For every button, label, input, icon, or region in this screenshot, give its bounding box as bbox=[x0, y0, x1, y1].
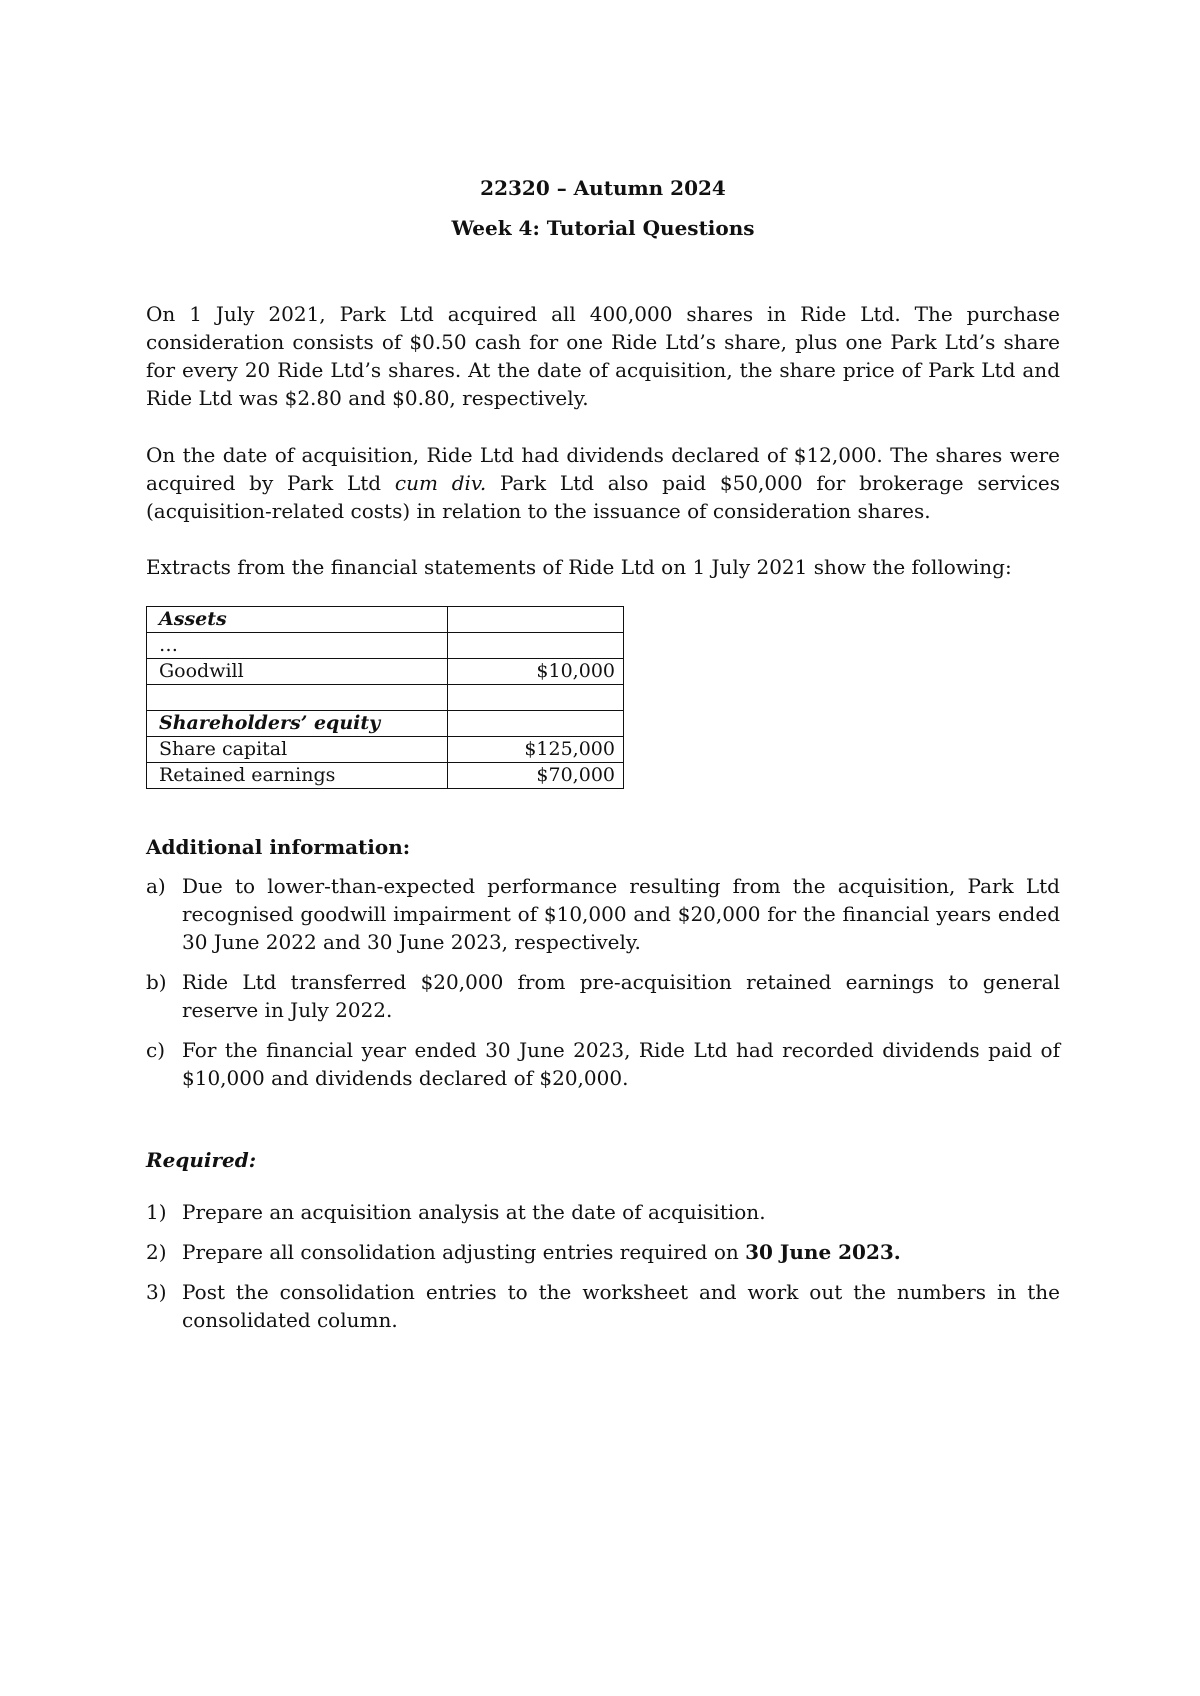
list-marker: 3) bbox=[146, 1280, 167, 1304]
intro-paragraph-extracts: Extracts from the financial statements of Ride Ltd on 1 July 2021 show the following: bbox=[146, 555, 1012, 579]
table-row bbox=[147, 659, 624, 685]
list-item-text: Ride Ltd transferred $20,000 from pre-acquisition retained earnings to general reserve in July 2022. bbox=[182, 970, 1060, 1022]
table-row-label bbox=[147, 685, 448, 711]
list-item bbox=[146, 1278, 1060, 1334]
table-row bbox=[147, 763, 624, 789]
list-item bbox=[146, 1036, 1060, 1092]
list-marker: b) bbox=[146, 970, 167, 994]
list-item-emphasis: 30 June 2023. bbox=[745, 1240, 901, 1264]
table-row bbox=[147, 685, 624, 711]
list-item bbox=[146, 1198, 1060, 1226]
list-item-text: Post the consolidation entries to the worksheet and work out the numbers in the consolidated column. bbox=[182, 1280, 1060, 1332]
list-marker: 2) bbox=[146, 1240, 167, 1264]
page-title: Week 4: Tutorial Questions bbox=[451, 216, 755, 240]
required-heading: Required: bbox=[146, 1148, 257, 1172]
table-row-label: Retained earnings bbox=[147, 763, 448, 789]
table-row-label: Goodwill bbox=[147, 659, 448, 685]
list-item bbox=[146, 872, 1060, 956]
table-row-value bbox=[448, 633, 624, 659]
table-row-label: Share capital bbox=[147, 737, 448, 763]
intro-paragraph-dividends bbox=[146, 441, 1060, 525]
table-row-value bbox=[448, 685, 624, 711]
table-row-value: $70,000 bbox=[448, 763, 624, 789]
dividends-text-start: On the date of acquisition, Ride Ltd had dividends declared of $12,000. The shares were acquired by Park Ltd bbox=[146, 443, 1060, 495]
table-row bbox=[147, 737, 624, 763]
course-heading: 22320 – Autumn 2024 bbox=[480, 176, 726, 200]
list-item bbox=[146, 968, 1060, 1024]
list-item-text: Prepare all consolidation adjusting entries required on bbox=[182, 1240, 746, 1264]
dividends-text-end: Park Ltd also paid $50,000 for brokerage services (acquisition-related costs) in relation to the issuance of consideration shares. bbox=[146, 471, 1061, 523]
table-row bbox=[147, 633, 624, 659]
list-marker: a) bbox=[146, 874, 166, 898]
list-item-text: Prepare an acquisition analysis at the date of acquisition. bbox=[182, 1200, 766, 1224]
table-row bbox=[147, 607, 624, 633]
list-marker: 1) bbox=[146, 1200, 167, 1224]
list-item-text: Due to lower-than-expected performance resulting from the acquisition, Park Ltd recognised goodwill impairment of $10,000 and $20,000 for the financial years ended 30 June 2022 and 30 June 2023, respectively. bbox=[182, 874, 1060, 954]
table-row-value: $125,000 bbox=[448, 737, 624, 763]
list-item bbox=[146, 1238, 1060, 1266]
required-list bbox=[146, 1198, 1060, 1346]
list-item-text: For the financial year ended 30 June 2023, Ride Ltd had recorded dividends paid of $10,000 and dividends declared of $20,000. bbox=[182, 1038, 1060, 1090]
cum-div-term: cum div. bbox=[394, 471, 487, 495]
table-row bbox=[147, 711, 624, 737]
table-section-label: Assets bbox=[147, 607, 448, 633]
additional-info-list bbox=[146, 872, 1060, 1104]
intro-paragraph-acquisition: On 1 July 2021, Park Ltd acquired all 400,000 shares in Ride Ltd. The purchase consideration consists of $0.50 cash for one Ride Ltd’s share, plus one Park Ltd’s share for every 20 Ride Ltd’s shares. At the date of acquisition, the share price of Park Ltd and Ride Ltd was $2.80 and $0.80, respectively. bbox=[146, 302, 1060, 410]
table-section-label: Shareholders’ equity bbox=[147, 711, 448, 737]
table-row-value bbox=[448, 711, 624, 737]
table-row-value bbox=[448, 607, 624, 633]
list-marker: c) bbox=[146, 1038, 166, 1062]
table-row-label: … bbox=[147, 633, 448, 659]
financial-extract-table bbox=[146, 606, 624, 789]
financial-extract-table-body bbox=[147, 607, 624, 789]
table-row-value: $10,000 bbox=[448, 659, 624, 685]
additional-info-heading: Additional information: bbox=[146, 835, 411, 859]
